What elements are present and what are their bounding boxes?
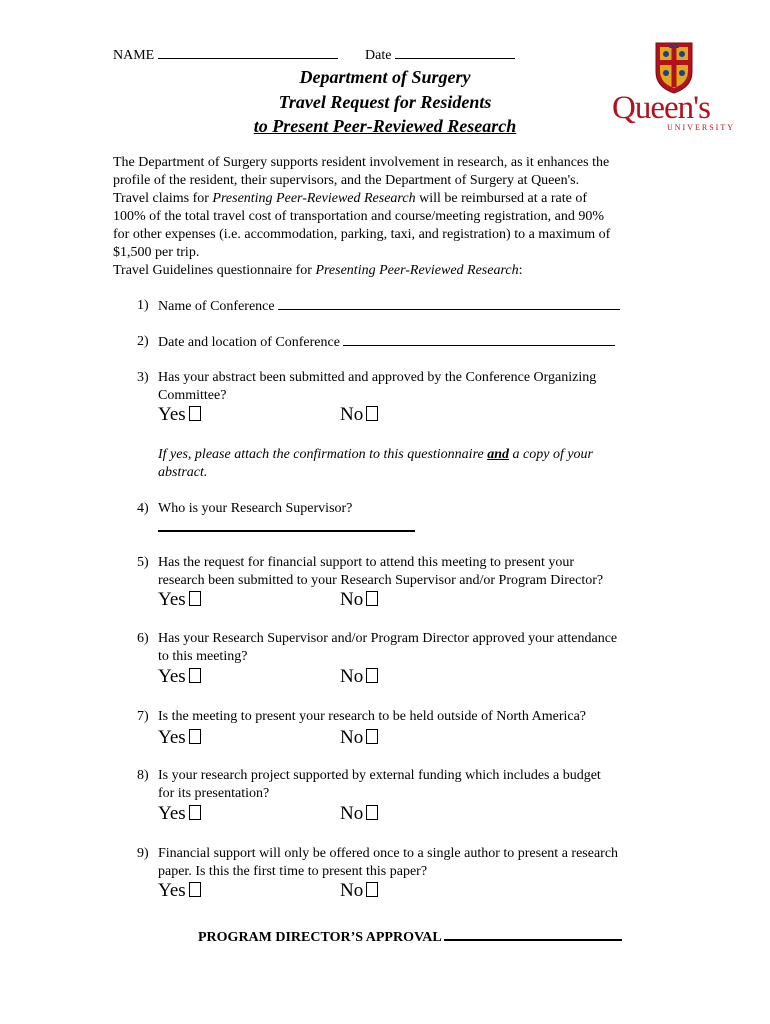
question-8 <box>158 767 658 803</box>
name-label: NAME <box>113 48 155 63</box>
yes-option[interactable]: Yes <box>158 880 201 902</box>
yes-checkbox[interactable] <box>189 729 201 744</box>
question-9 <box>158 845 658 881</box>
intro-line: 100% of the total travel cost of transportation and course/meeting registration, and 90% <box>113 209 605 224</box>
question-number: 6) <box>137 631 149 646</box>
question-text: Who is your Research Supervisor? <box>158 501 353 516</box>
question-number: 4) <box>137 501 149 516</box>
question-text: Is the meeting to present your research to be held outside of North America? <box>158 709 587 724</box>
question-text: Date and location of Conference <box>158 335 340 350</box>
intro-line: $1,500 per trip. <box>113 245 200 260</box>
question-number: 5) <box>137 555 149 570</box>
question-4 <box>158 500 658 518</box>
question-number: 9) <box>137 846 149 861</box>
question-5 <box>158 554 658 590</box>
question-1 <box>158 297 658 316</box>
question-text: Has the request for financial support to attend this meeting to present your <box>158 555 575 570</box>
yes-checkbox[interactable] <box>189 805 201 820</box>
question-text: research been submitted to your Research Supervisor and/or Program Director? <box>158 573 604 588</box>
no-checkbox[interactable] <box>366 591 378 606</box>
date-input-line[interactable] <box>395 46 515 59</box>
question-text: Financial support will only be offered once to a single author to present a research <box>158 846 619 861</box>
yes-checkbox[interactable] <box>189 591 201 606</box>
question-text: Is your research project supported by external funding which includes a budget <box>158 768 601 783</box>
question-3 <box>158 369 658 405</box>
no-checkbox[interactable] <box>366 406 378 421</box>
approval-signature-line[interactable] <box>444 927 622 941</box>
intro-line: Travel Guidelines questionnaire for Presenting Peer-Reviewed Research: <box>113 263 523 278</box>
intro-line: for other expenses (i.e. accommodation, parking, taxi, and registration) to a maximum of <box>113 227 611 242</box>
yes-checkbox[interactable] <box>189 406 201 421</box>
name-field <box>113 46 338 64</box>
no-option[interactable]: No <box>340 803 378 825</box>
yes-option[interactable]: Yes <box>158 727 201 749</box>
question-number: 7) <box>137 709 149 724</box>
no-option[interactable]: No <box>340 589 378 611</box>
no-checkbox[interactable] <box>366 729 378 744</box>
question-text: to this meeting? <box>158 649 248 664</box>
yes-option[interactable]: Yes <box>158 803 201 825</box>
wordmark-subtext: UNIVERSITY <box>667 123 735 132</box>
question-6 <box>158 630 658 666</box>
question-text: Name of Conference <box>158 299 275 314</box>
intro-line: profile of the resident, their supervisors, and the Department of Surgery at Queen's. <box>113 173 580 188</box>
no-option[interactable]: No <box>340 404 378 426</box>
question-number: 8) <box>137 768 149 783</box>
question-number: 3) <box>137 370 149 385</box>
no-checkbox[interactable] <box>366 805 378 820</box>
yes-option[interactable]: Yes <box>158 589 201 611</box>
note-emphasis: and <box>487 447 510 462</box>
approval-label: PROGRAM DIRECTOR’S APPROVAL <box>198 930 441 945</box>
intro-line: The Department of Surgery supports resident involvement in research, as it enhances the <box>113 155 610 170</box>
question-text: paper. Is this the first time to present this paper? <box>158 864 428 879</box>
research-supervisor-input[interactable] <box>158 530 415 532</box>
intro-paragraph <box>113 154 658 280</box>
yes-option[interactable]: Yes <box>158 666 201 688</box>
question-number: 1) <box>137 298 149 313</box>
question-2 <box>158 333 658 352</box>
yes-checkbox[interactable] <box>189 668 201 683</box>
question-number: 2) <box>137 334 149 349</box>
question-text: Has your Research Supervisor and/or Program Director approved your attendance <box>158 631 618 646</box>
title-line-1: Department of Surgery <box>299 67 471 87</box>
question-text: for its presentation? <box>158 786 270 801</box>
conference-date-location-input[interactable] <box>343 333 615 346</box>
yes-option[interactable]: Yes <box>158 404 201 426</box>
no-checkbox[interactable] <box>366 882 378 897</box>
name-input-line[interactable] <box>158 46 338 59</box>
wordmark: Queen's <box>612 90 710 126</box>
no-checkbox[interactable] <box>366 668 378 683</box>
question-7 <box>158 708 658 726</box>
date-label: Date <box>365 48 392 63</box>
question-text: Committee? <box>158 388 227 403</box>
title-line-3: to Present Peer-Reviewed Research <box>253 116 517 136</box>
date-field <box>365 46 515 64</box>
attach-note: If yes, please attach the confirmation to this questionnaire and a copy of your abstract. <box>158 447 593 480</box>
no-option[interactable]: No <box>340 880 378 902</box>
queens-university-logo <box>612 40 737 135</box>
title-line-2: Travel Request for Residents <box>278 92 492 112</box>
yes-checkbox[interactable] <box>189 882 201 897</box>
conference-name-input[interactable] <box>278 297 620 310</box>
question-text: Has your abstract been submitted and approved by the Conference Organizing <box>158 370 597 385</box>
program-director-approval <box>198 927 622 946</box>
no-option[interactable]: No <box>340 727 378 749</box>
intro-line: Travel claims for Presenting Peer-Reviewed Research will be reimbursed at a rate of <box>113 191 588 206</box>
no-option[interactable]: No <box>340 666 378 688</box>
